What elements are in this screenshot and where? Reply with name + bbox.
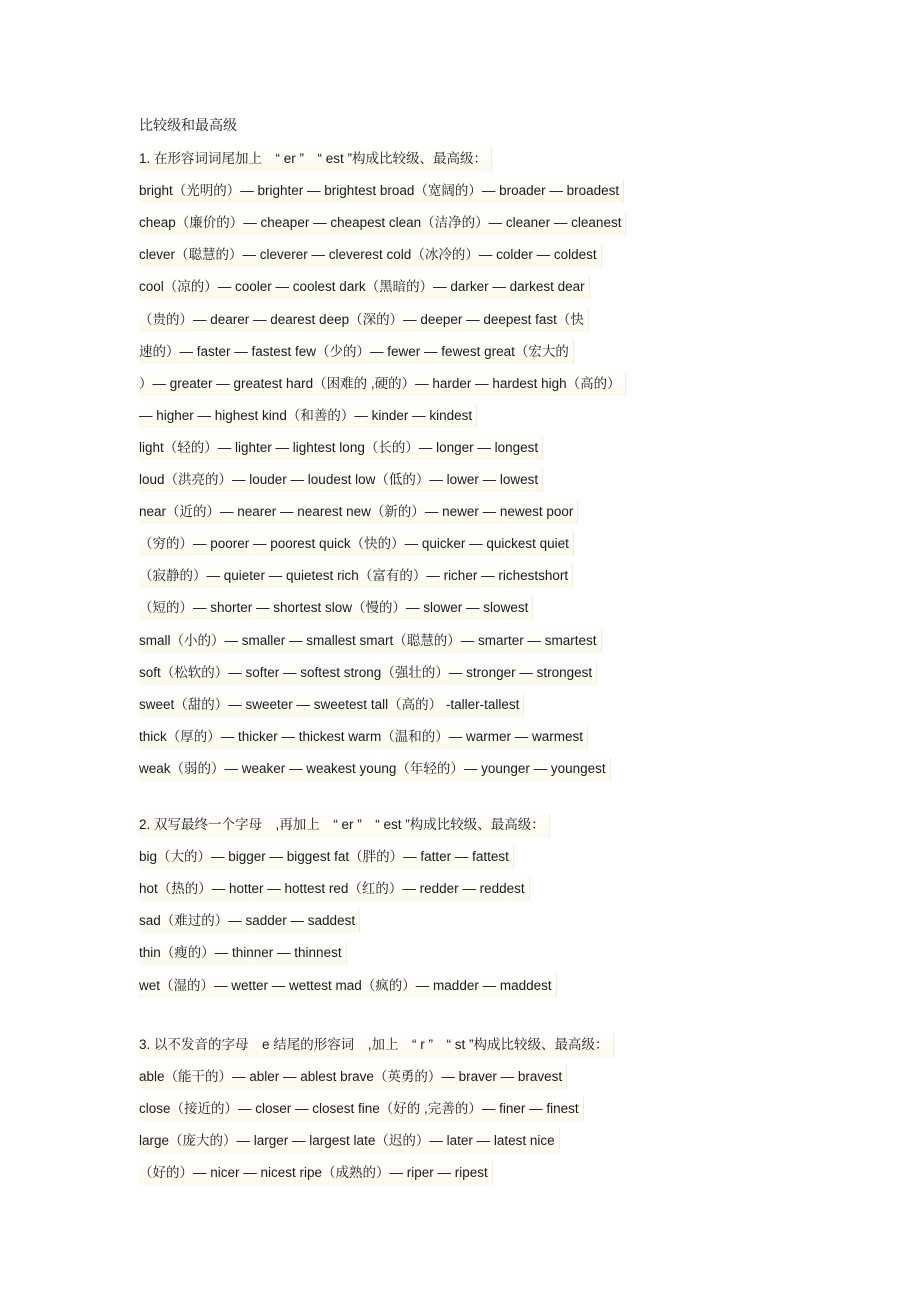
text-line: （贵的）— dearer — dearest deep（深的）— deeper — deepest fast（快 — [139, 308, 589, 332]
text-line: — higher — highest kind（和善的）— kinder — kindest — [139, 404, 477, 428]
text-line: （寂静的）— quieter — quietest rich（富有的）— richer — richestshort — [139, 564, 573, 588]
text-line: big（大的）— bigger — biggest fat（胖的）— fatter — fattest — [139, 845, 514, 869]
text-line: 速的）— faster — fastest few（少的）— fewer — fewest great（宏大的 — [139, 340, 574, 364]
text-line: bright（光明的）— brighter — brightest broad（宽阔的）— broader — broadest — [139, 179, 624, 203]
text-line: weak（弱的）— weaker — weakest young（年轻的）— younger — youngest — [139, 757, 611, 781]
text-line: sad（难过的）— sadder — saddest — [139, 909, 360, 933]
text-line: light（轻的）— lighter — lightest long（长的）— longer — longest — [139, 436, 543, 460]
text-line: thick（厚的）— thicker — thickest warm（温和的）— warmer — warmest — [139, 725, 588, 749]
text-line: cool（凉的）— cooler — coolest dark（黑暗的）— darker — darkest dear — [139, 275, 590, 299]
text-line: （穷的）— poorer — poorest quick（快的）— quicker — quickest quiet — [139, 532, 574, 556]
text-line: clever（聪慧的）— cleverer — cleverest cold（冰冷的）— colder — coldest — [139, 243, 602, 267]
text-line: near（近的）— nearer — nearest new（新的）— newer — newest poor — [139, 500, 578, 524]
text-line: loud（洪亮的）— louder — loudest low（低的）— lower — lowest — [139, 468, 543, 492]
section-heading: 2. 双写最终一个字母 ,再加上 “ er ” “ est ”构成比较级、最高级： — [139, 813, 550, 837]
text-line: large（庞大的）— larger — largest late（迟的）— later — latest nice — [139, 1129, 560, 1153]
page-title: 比较级和最高级 — [139, 118, 237, 134]
text-line: ）— greater — greatest hard（困难的 ,硬的）— harder — hardest high（高的） — [139, 372, 626, 396]
text-line: soft（松软的）— softer — softest strong（强壮的）— stronger — strongest — [139, 661, 597, 685]
text-line: cheap（廉价的）— cheaper — cheapest clean（洁净的）— cleaner — cleanest — [139, 211, 626, 235]
text-line: hot（热的）— hotter — hottest red（红的）— redder — reddest — [139, 877, 530, 901]
text-line: small（小的）— smaller — smallest smart（聪慧的）— smarter — smartest — [139, 629, 602, 653]
section-heading: 1. 在形容词词尾加上 “ er ” “ est ”构成比较级、最高级： — [139, 147, 492, 171]
text-line: thin（瘦的）— thinner — thinnest — [139, 941, 347, 965]
text-line: sweet（甜的）— sweeter — sweetest tall（高的） -taller-tallest — [139, 693, 524, 717]
text-line: （好的）— nicer — nicest ripe（成熟的）— riper — ripest — [139, 1161, 493, 1185]
text-line: able（能干的）— abler — ablest brave（英勇的）— braver — bravest — [139, 1065, 567, 1089]
section-heading: 3. 以不发音的字母 e 结尾的形容词 ,加上 “ r ” “ st ”构成比较级、最高级： — [139, 1033, 614, 1057]
text-line: （短的）— shorter — shortest slow（慢的）— slower — slowest — [139, 596, 533, 620]
text-line: wet（湿的）— wetter — wettest mad（疯的）— madder — maddest — [139, 974, 557, 998]
text-line: close（接近的）— closer — closest fine（好的 ,完善的）— finer — finest — [139, 1097, 584, 1121]
